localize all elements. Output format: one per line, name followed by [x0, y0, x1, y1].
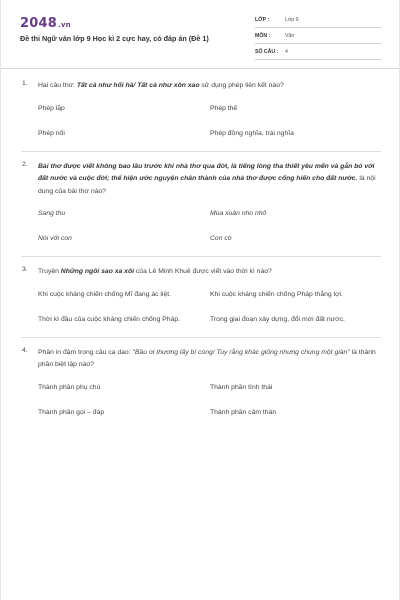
answer-option-d[interactable]: Thành phần cảm thán: [210, 408, 277, 416]
logo-text: 2048: [20, 16, 57, 31]
meta-row-count: [255, 44, 381, 60]
question-quote: "Bầu ơi thương lấy bí cùng/ Tuy rằng khác giống nhưng chung một giàn": [132, 348, 350, 356]
answer-option-c[interactable]: Thời kì đầu của cuộc kháng chiến chống Pháp.: [38, 315, 180, 323]
answer-option-d[interactable]: Trong giai đoạn xây dựng, đổi mới đất nước.: [210, 315, 345, 323]
answer-options: [38, 291, 381, 324]
divider: [21, 337, 381, 338]
question-suffix: là nội dung của bài thơ nào?: [38, 175, 376, 195]
meta-label: MÔN :: [255, 32, 271, 39]
question-number: 1.: [22, 80, 28, 87]
meta-label: LỚP :: [255, 16, 270, 23]
question-1: [21, 80, 381, 138]
question-number: 3.: [22, 266, 28, 273]
question-4: [21, 347, 381, 417]
question-text: [38, 347, 381, 372]
site-logo[interactable]: [20, 16, 71, 31]
meta-value: Lớp 9: [285, 16, 299, 23]
divider: [21, 256, 381, 257]
answer-option-c[interactable]: Phép nối: [38, 129, 65, 137]
exam-header: [1, 0, 399, 69]
meta-row-subject: [255, 28, 381, 44]
answer-option-c[interactable]: Thành phần gọi – đáp: [38, 408, 105, 416]
answer-option-b[interactable]: Khi cuộc kháng chiến chống Pháp thắng lợi.: [210, 290, 343, 298]
question-text: [38, 161, 381, 199]
meta-row-class: [255, 12, 381, 28]
answer-option-b[interactable]: Thành phần tình thái: [210, 383, 273, 391]
meta-value: 4: [285, 48, 288, 55]
question-number: 2.: [22, 160, 28, 168]
question-3: [21, 266, 381, 324]
meta-value: Văn: [285, 32, 295, 39]
question-suffix: của Lê Minh Khuê được viết vào thời kì nào?: [134, 268, 272, 275]
question-prefix: Phần in đậm trong câu ca dao:: [38, 348, 133, 356]
answer-options: [38, 210, 381, 243]
question-suffix: là thành phần biệt lập nào?: [38, 348, 376, 368]
answer-option-a[interactable]: Phép lặp: [38, 104, 65, 112]
question-quote: Bài thơ được viết không bao lâu trước khi nhà thơ qua đời, là tiếng lòng tha thiết yêu mến và gắn bó với đất nước và cuộc đời; thể hiện ước nguyện chân thành của nhà thơ được cống hiến cho đất nước.: [38, 162, 375, 182]
question-2: [21, 161, 381, 244]
question-prefix: Hai câu thơ:: [38, 82, 77, 89]
answer-option-a[interactable]: Thành phần phụ chú: [38, 383, 101, 391]
question-quote: Những ngôi sao xa xôi: [60, 268, 135, 275]
answer-options: [38, 105, 381, 138]
question-suffix: sử dụng phép liên kết nào?: [199, 82, 284, 89]
logo-suffix: .vn: [57, 21, 71, 29]
question-text: [38, 80, 381, 93]
answer-option-d[interactable]: Phép đồng nghĩa, trái nghĩa: [210, 129, 294, 137]
question-quote: Tất cả như hối hả/ Tất cả như xôn xao: [76, 82, 200, 89]
answer-options: [38, 384, 381, 417]
document-title: Đề thi Ngữ văn lớp 9 Học kì 2 cực hay, có đáp án (Đề 1): [20, 34, 209, 43]
answer-option-a[interactable]: Khi cuộc kháng chiến chống Mĩ đang ác liệt.: [38, 290, 172, 298]
answer-option-b[interactable]: Phép thế: [210, 104, 238, 112]
answer-option-a[interactable]: Sang thu: [38, 210, 66, 217]
divider: [21, 151, 381, 152]
answer-option-d[interactable]: Con cò: [210, 235, 232, 242]
answer-option-c[interactable]: Nói với con: [38, 235, 72, 242]
answer-option-b[interactable]: Mùa xuân nho nhỏ: [210, 210, 267, 217]
question-text: [38, 266, 381, 279]
question-list: [21, 80, 381, 417]
question-number: 4.: [22, 346, 28, 354]
exam-meta: [255, 12, 381, 60]
meta-label: SỐ CÂU :: [255, 48, 279, 55]
question-prefix: Truyện: [38, 268, 61, 275]
